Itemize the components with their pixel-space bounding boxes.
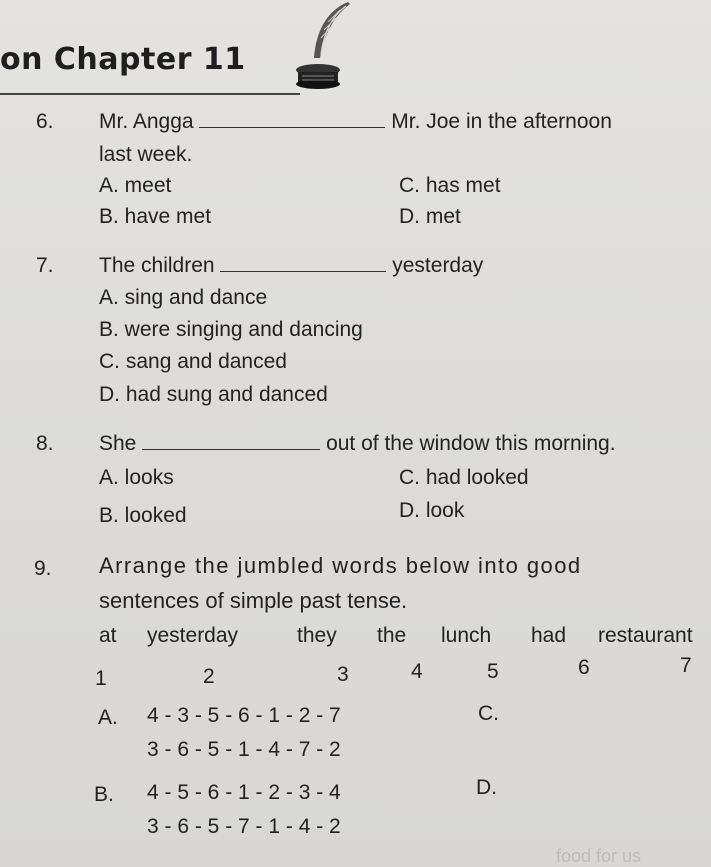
quill-pen-icon <box>288 0 358 92</box>
q8-option-b[interactable]: B. looked <box>99 504 187 527</box>
q8-option-c[interactable]: C. had looked <box>399 466 529 489</box>
q7-option-a[interactable]: A. sing and dance <box>99 286 268 309</box>
q6-after: Mr. Joe in the afternoon <box>391 110 612 133</box>
q8-option-d[interactable]: D. look <box>399 499 465 522</box>
q9-option-b-sequence-2: 3 - 6 - 5 - 7 - 1 - 4 - 2 <box>147 815 341 838</box>
q6-before: Mr. Angga <box>99 110 194 133</box>
q8-number: 8. <box>36 432 54 455</box>
q9-option-b-sequence-1: 4 - 5 - 6 - 1 - 2 - 3 - 4 <box>147 781 341 804</box>
q6-option-d[interactable]: D. met <box>399 205 461 228</box>
q7-option-b[interactable]: B. were singing and dancing <box>99 318 363 341</box>
word-index-6: 6 <box>578 656 590 679</box>
q6-blank[interactable] <box>199 127 385 128</box>
q7-before: The children <box>99 254 215 277</box>
jumbled-word-1: at <box>99 624 117 647</box>
q9-number: 9. <box>34 557 52 580</box>
jumbled-word-5: lunch <box>441 624 492 647</box>
q9-option-a-sequence-1: 4 - 3 - 5 - 6 - 1 - 2 - 7 <box>147 704 341 727</box>
q9-option-b-label[interactable]: B. <box>94 783 114 806</box>
header-rule <box>0 93 300 95</box>
q8-text <box>99 432 616 456</box>
q9-instruction-line2: sentences of simple past tense. <box>99 588 408 613</box>
q9-option-a-label[interactable]: A. <box>98 706 118 729</box>
q7-text <box>99 254 483 278</box>
q8-blank[interactable] <box>142 449 320 450</box>
word-index-2: 2 <box>203 665 215 688</box>
chapter-header: on Chapter 11 <box>0 42 246 77</box>
q9-option-c-label[interactable]: C. <box>478 702 499 725</box>
q6-option-a[interactable]: A. meet <box>99 174 172 197</box>
q9-instruction-line1: Arrange the jumbled words below into good <box>99 553 582 578</box>
q7-blank[interactable] <box>220 271 386 272</box>
word-index-3: 3 <box>337 663 349 686</box>
q6-number: 6. <box>36 110 54 133</box>
q7-after: yesterday <box>392 254 484 277</box>
jumbled-word-4: the <box>377 624 407 647</box>
faded-footer-text: food for us <box>556 846 642 866</box>
jumbled-word-6: had <box>531 624 567 647</box>
q6-option-c[interactable]: C. has met <box>399 174 501 197</box>
q8-before: She <box>99 432 137 455</box>
word-index-5: 5 <box>487 660 499 683</box>
word-index-1: 1 <box>95 667 107 690</box>
q9-option-a-sequence-2: 3 - 6 - 5 - 1 - 4 - 7 - 2 <box>147 738 341 761</box>
q8-option-a[interactable]: A. looks <box>99 466 174 489</box>
q7-option-d[interactable]: D. had sung and danced <box>99 383 328 406</box>
q7-option-c[interactable]: C. sang and danced <box>99 350 287 373</box>
q6-option-b[interactable]: B. have met <box>99 205 212 228</box>
jumbled-word-2: yesterday <box>147 624 239 647</box>
q6-continuation: last week. <box>99 143 193 166</box>
q9-option-d-label[interactable]: D. <box>476 776 497 799</box>
word-index-7: 7 <box>680 654 692 677</box>
q6-text <box>99 110 612 134</box>
q7-number: 7. <box>36 254 54 277</box>
q8-after: out of the window this morning. <box>326 432 616 455</box>
jumbled-word-7: restaurant <box>598 624 693 647</box>
jumbled-word-3: they <box>297 624 337 647</box>
word-index-4: 4 <box>411 660 423 683</box>
